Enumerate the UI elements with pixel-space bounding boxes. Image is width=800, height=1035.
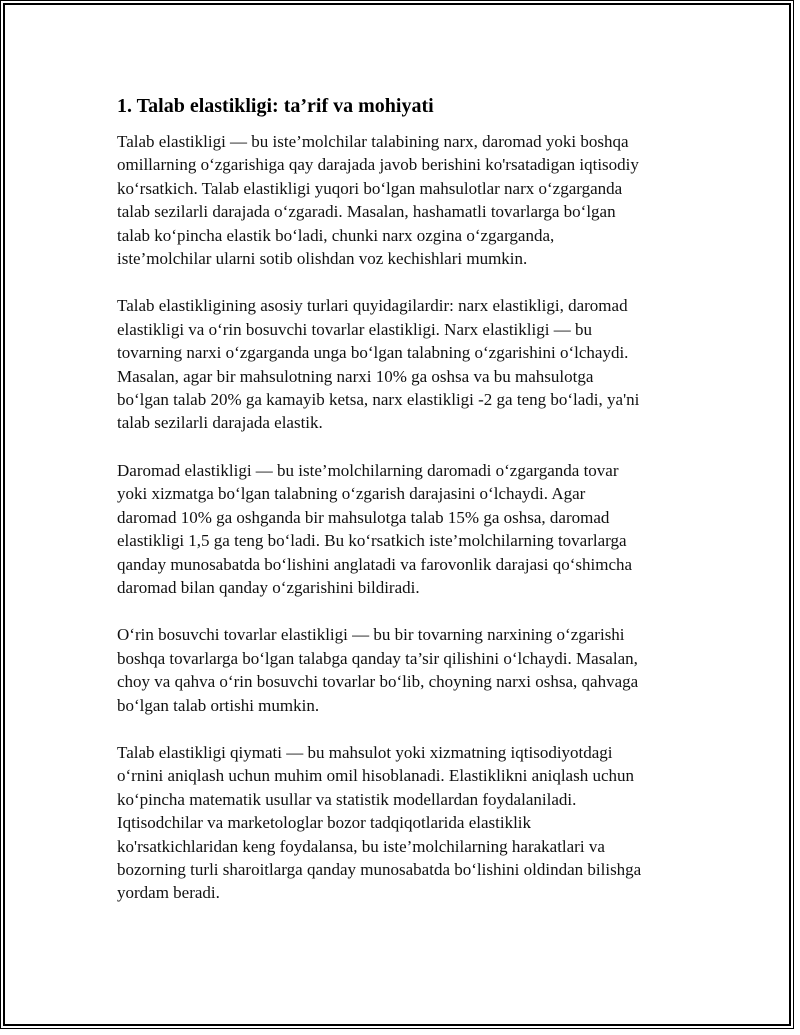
paragraph-substitute-elasticity: O‘rin bosuvchi tovarlar elastikligi — bu bir tovarning narxining o‘zgarishi boshqa tovarlarga bo‘lgan talabga qanday ta’sir qilishini o‘lchaydi. Masalan, choy va qahva o‘rin bosuvchi tovarlar bo‘lib, choyning narxi oshsa, qahvaga bo‘lgan talab ortishi mumkin. xyxy=(117,625,639,715)
paragraph-elasticity-value: Talab elastikligi qiymati — bu mahsulot yoki xizmatning iqtisodiyotdagi o‘rnini aniqlash uchun muhim omil hisoblanadi. Elastiklikni aniqlash uchun ko‘pincha matematik usullar va statistik modellardan foydalaniladi. Iqtisodchilar va marketologlar bozor tadqiqotlarida elastiklik ko'rsatkichlaridan keng foydalansa, bu iste’molchilarning harakatlari va bozorning turli sharoitlarga qanday munosabatda bo‘lishini oldindan bilishga yordam beradi. xyxy=(117,742,642,903)
section-heading: 1. Talab elastikligi: ta’rif va mohiyati xyxy=(117,95,434,117)
paragraph-income-elasticity: Daromad elastikligi — bu iste’molchilarning daromadi o‘zgarganda tovar yoki xizmatga bo‘lgan talabning o‘zgarish darajasini o‘lchaydi. Agar daromad 10% ga oshganda bir mahsulotga talab 15% ga oshsa, daromad elastikligi 1,5 ga teng bo‘ladi. Bu ko‘rsatkich iste’molchilarning tovarlarga qanday munosabatda bo‘lishini anglatadi va farovonlik darajasi qo‘shimcha daromad bilan qanday o‘zgarishini bildiradi. xyxy=(117,460,633,597)
paragraph-definition: Talab elastikligi — bu iste’molchilar talabining narx, daromad yoki boshqa omillarning o‘zgarishiga qay darajada javob berishini ko'rsatadigan iqtisodiy ko‘rsatkich. Talab elastikligi yuqori bo‘lgan mahsulotlar narx o‘zgarganda talab sezilarli darajada o‘zgaradi. Masalan, hashamatli tovarlarga bo‘lgan talab ko‘pincha elastik bo‘ladi, chunki narx ozgina o‘zgarganda, iste’molchilar ularni sotib olishdan voz kechishlari mumkin. xyxy=(117,132,639,269)
paragraph-types: Talab elastikligining asosiy turlari quyidagilardir: narx elastikligi, daromad elastikligi va o‘rin bosuvchi tovarlar elastikligi. Narx elastikligi — bu tovarning narxi o‘zgarganda unga bo‘lgan talabning o‘zgarishini o‘lchaydi. Masalan, agar bir mahsulotning narxi 10% ga oshsa va bu mahsulotga bo‘lgan talab 20% ga kamayib ketsa, narx elastikligi -2 ga teng bo‘ladi, ya'ni talab sezilarli darajada elastik. xyxy=(117,296,640,433)
document-body xyxy=(117,92,692,929)
